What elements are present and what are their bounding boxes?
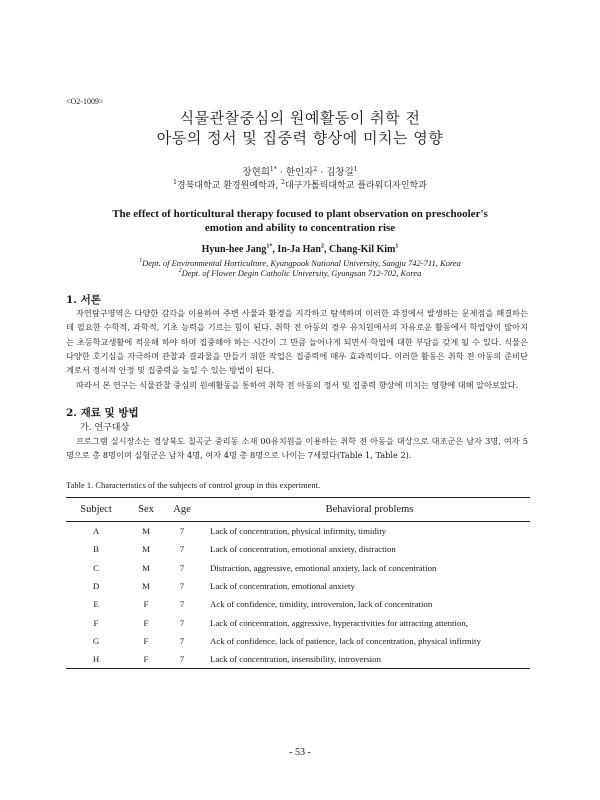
author-separator: , <box>323 244 329 255</box>
section-heading-introduction: 1. 서론 <box>66 294 101 306</box>
author-mark: 1 <box>395 243 399 250</box>
english-title-line-1: The effect of horticultural therapy focused to plant observation on preschooler's <box>112 208 488 220</box>
korean-title-line-2: 아동의 정서 및 집중력 향상에 미치는 영향 <box>156 129 444 147</box>
paragraph-text: 프로그램 실시장소는 경상북도 칠곡군 중리동 소재 00유치원을 이용하는 취학 전 아동을 대상으로 대조군은 남자 3명, 여자 5명으로 총 8명이며 실험군은 남자 4명, 여자 4명 총 8명으로 나이는 7세였다(Table 1, Table 2). <box>66 436 528 461</box>
cell-subject: A <box>92 526 100 537</box>
header-subject: Subject <box>66 498 126 522</box>
author-mark: 1* <box>266 243 273 250</box>
cell-age: 7 <box>179 635 185 646</box>
affil-text: Dept. of Flower Degin Catholic University, Gyungsan 712-702, Korea <box>181 268 422 278</box>
section-heading-methods: 2. 재료 및 방법 <box>66 407 139 419</box>
header-sex: Sex <box>126 498 166 522</box>
subsection-heading-subjects: 가. 연구대상 <box>80 423 130 433</box>
introduction-paragraph-2 <box>66 378 528 392</box>
english-authors <box>0 244 600 255</box>
korean-authors <box>0 164 600 178</box>
introduction-paragraph-1 <box>66 306 528 377</box>
cell-sex: F <box>143 599 149 610</box>
table-row <box>66 540 530 558</box>
page-number: - 53 - <box>289 747 311 758</box>
cell-subject: E <box>93 599 99 610</box>
cell-behavior: Ack of confidence, timidity, introversion, lack of concentration <box>210 599 433 610</box>
table-row <box>66 613 530 631</box>
cell-subject: D <box>92 581 100 592</box>
author-name: 김창길 <box>326 167 354 178</box>
paragraph-text: 따라서 본 연구는 식물관찰 중심의 원예활동을 통하여 취학 전 아동의 정서 및 집중력 향상에 미치는 영향에 대해 알아보았다. <box>76 380 519 390</box>
cell-sex: M <box>142 562 150 573</box>
table-row <box>66 522 530 541</box>
korean-affiliations <box>0 178 600 191</box>
cell-subject: H <box>66 650 126 669</box>
cell-subject: B <box>93 544 99 555</box>
cell-sex: F <box>126 650 166 669</box>
header-behavioral-problems: Behavioral problems <box>198 498 530 522</box>
affil-text: 경북대학교 환경원예학과, <box>176 181 282 191</box>
author-separator: · <box>317 167 327 178</box>
cell-age: 7 <box>179 562 185 573</box>
english-title-line-2: emotion and ability to concentration rise <box>204 222 396 234</box>
author-name: Hyun-hee Jang <box>201 244 267 255</box>
table-row <box>66 632 530 650</box>
cell-behavior: Lack of concentration, emotional anxiety, distraction <box>210 544 396 555</box>
cell-behavior: Distraction, aggressive, emotional anxiety, lack of concentration <box>210 562 437 573</box>
affil-text: 대구가톨릭대학교 플라워디자인학과 <box>284 181 427 191</box>
korean-title-line-1: 식물관찰중심의 원예활동이 취학 전 <box>179 109 421 127</box>
table-row <box>66 577 530 595</box>
author-name: In-Ja Han <box>277 244 321 255</box>
table-row <box>66 559 530 577</box>
cell-behavior: Ack of confidence, lack of patience, lack of concentration, physical infirmity <box>210 635 481 646</box>
cell-sex: F <box>143 635 149 646</box>
author-mark: 2 <box>320 243 324 250</box>
author-name: 장현희 <box>242 167 270 178</box>
cell-behavior: Lack of concentration, emotional anxiety <box>210 581 355 592</box>
cell-subject: C <box>93 562 99 573</box>
affil-mark: 1 <box>139 258 143 265</box>
author-mark: 2 <box>313 165 318 173</box>
paragraph-text: 자연탐구영역은 다양한 감각을 이용하여 주변 사물과 환경을 지각하고 탐색하며 이러한 과정에서 발생하는 문제점을 해결하는데 필요한 수학적, 과학적, 기초 능력을 기르는 힘이 된다. 취학 전 아동의 경우 유치원에서의 자유로운 활동에서 학업양이 많아지는 초등학교생활에 적응해 하야 하며 집중해야 하는 시간이 그 만큼 늘어나게 되면서 학업에 대한 부담을 갖게 될 수 있다. 식물은 다양한 호기심을 자극하며 관찰과 결과물을 만들기 위한 작업은 집중력에 매우 효과적이다. 이러한 활동은 취학 전 아동의 준비단계로서 정서적 안정 및 집중력을 높일 수 있는 방법이 된다. <box>66 308 528 376</box>
cell-sex: M <box>142 544 150 555</box>
cell-sex: F <box>143 617 149 628</box>
cell-age: 7 <box>179 617 185 628</box>
table-row <box>66 595 530 613</box>
english-affiliation-1 <box>0 258 600 268</box>
subjects-table <box>66 497 530 669</box>
cell-behavior: Lack of concentration, insensibility, introversion <box>198 650 530 669</box>
affil-mark: 2 <box>178 268 182 275</box>
cell-age: 7 <box>179 544 185 555</box>
cell-age: 7 <box>179 526 185 537</box>
cell-age: 7 <box>179 599 185 610</box>
affil-mark: 1 <box>173 179 177 186</box>
table-header-row <box>66 498 530 522</box>
author-mark: 1 <box>353 165 358 173</box>
author-name: Chang-Kil Kim <box>328 244 396 255</box>
author-mark: 1* <box>269 165 277 173</box>
header-age: Age <box>166 498 198 522</box>
cell-behavior: Lack of concentration, physical infirmity, timidity <box>210 526 387 537</box>
english-affiliation-2 <box>0 268 600 278</box>
table-row <box>66 650 530 669</box>
methods-paragraph <box>66 434 528 463</box>
author-separator: , <box>272 244 278 255</box>
affil-mark: 2 <box>281 179 285 186</box>
author-separator: · <box>276 167 286 178</box>
cell-age: 7 <box>166 650 198 669</box>
abstract-code: <O2-1009> <box>66 97 104 106</box>
author-name: 한인자 <box>285 167 314 178</box>
cell-subject: F <box>93 617 99 628</box>
affil-text: Dept. of Environmental Horticulture, Kyungpook National University, Sangju 742-711, Korea <box>142 258 461 268</box>
cell-sex: M <box>142 581 150 592</box>
cell-sex: M <box>142 526 150 537</box>
cell-subject: G <box>92 635 100 646</box>
cell-behavior: Lack of concentration, aggressive, hyperactivities for attracting attention, <box>210 617 468 628</box>
table-caption: Table 1. Characteristics of the subjects of control group in this experiment. <box>66 480 321 490</box>
cell-age: 7 <box>179 581 185 592</box>
